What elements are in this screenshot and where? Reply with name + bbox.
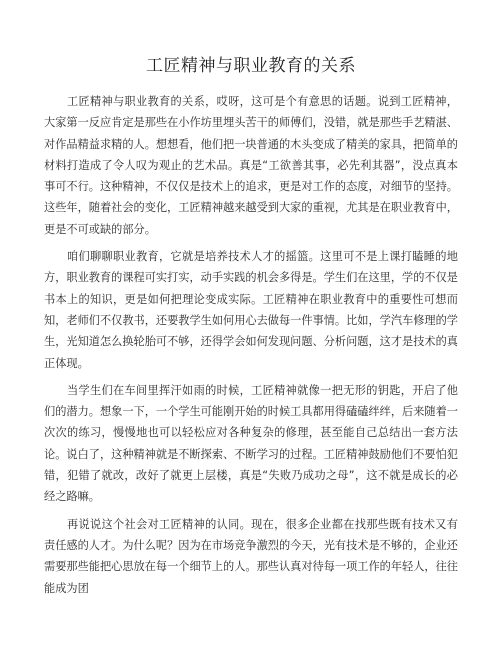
paragraph-2: 咱们聊聊职业教育，它就是培养技术人才的摇篮。这里可不是上课打瞌睡的地方，职业教育的课程可实打实，动手实践的机会多得是。学生们在这里，学的不仅是书本上的知识，更是如何把理论变成实际。工匠精神在职业教育中的重要性可想而知，老师们不仅教书，还要教学生如何用心去做每一件事情。比如，学汽车修理的学生，光知道怎么换轮胎可不够，还得学会如何发现问题、分析问题，这才是技术的真正体现。 — [44, 250, 458, 370]
paragraph-4: 再说说这个社会对工匠精神的认同。现在，很多企业都在找那些既有技术又有责任感的人才。为什么呢？因为在市场竞争激烈的今天，光有技术是不够的，企业还需要那些能把心思放在每一个细节上的人。那些认真对待每一项工作的年轻人，往往能成为团 — [44, 517, 458, 595]
paragraph-1: 工匠精神与职业教育的关系，哎呀，这可是个有意思的话题。说到工匠精神，大家第一反应肯定是那些在小作坊里埋头苦干的师傅们，没错，就是那些手艺精湛、对作品精益求精的人。想想看，他们把一块普通的木头变成了精美的家具，把简单的材料打造成了令人叹为观止的艺术品。真是“工欲善其事，必先利其器”，没点真本事可不行。这种精神，不仅仅是技术上的追求，更是对工作的态度，对细节的坚持。这些年，随着社会的变化，工匠精神越来越受到大家的重视，尤其是在职业教育中，更是不可或缺的部分。 — [44, 95, 458, 236]
paragraph-3: 当学生们在车间里挥汗如雨的时候，工匠精神就像一把无形的钥匙，开启了他们的潜力。想象一下，一个学生可能刚开始的时候工具都用得磕磕绊绊，后来随着一次次的练习，慢慢地也可以轻松应对各种复杂的修理，甚至能自己总结出一套方法论。说白了，这种精神就是不断探索、不断学习的过程。工匠精神鼓励他们不要怕犯错，犯错了就改，改好了就更上层楼，真是“失败乃成功之母”，这不就是成长的必经之路嘛。 — [44, 383, 458, 504]
document-title: 工匠精神与职业教育的关系 — [146, 56, 356, 76]
